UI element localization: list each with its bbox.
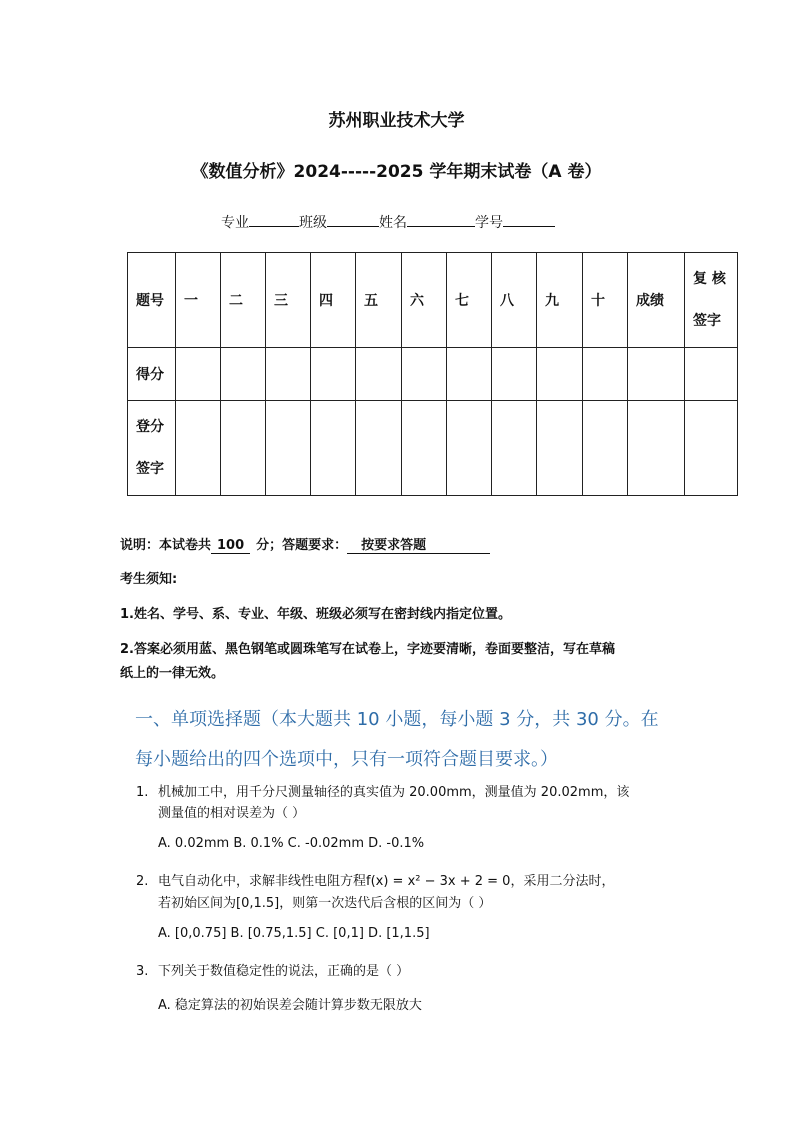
review-line1: 复 核 <box>693 271 726 287</box>
score-cell[interactable] <box>583 348 628 401</box>
signature-cell[interactable] <box>447 401 492 496</box>
column-8: 八 <box>492 253 537 348</box>
notice-title: 考生须知: <box>120 572 178 587</box>
student-info-line <box>221 212 555 232</box>
section-heading-line2: 每小题给出的四个选项中，只有一项符合题目要求。） <box>135 749 558 770</box>
score-cell[interactable] <box>266 348 311 401</box>
column-review-signature <box>685 253 738 348</box>
signature-cell[interactable] <box>176 401 221 496</box>
question-2 <box>136 870 614 889</box>
id-label: 学号 <box>475 215 503 231</box>
score-cell[interactable] <box>402 348 447 401</box>
question-2-line2: 若初始区间为[0,1.5]，则第一次迭代后含根的区间为（ ） <box>158 896 492 911</box>
signature-cell[interactable] <box>583 401 628 496</box>
exam-description <box>120 534 490 554</box>
signature-cell[interactable] <box>628 401 685 496</box>
rule-1: 1.姓名、学号、系、专业、年级、班级必须写在密封线内指定位置。 <box>120 607 511 622</box>
id-field[interactable] <box>503 212 555 227</box>
signature-cell[interactable] <box>685 401 738 496</box>
row-header-question-number: 题号 <box>128 253 176 348</box>
rule-2-line1: 2.答案必须用蓝、黑色钢笔或圆珠笔写在试卷上，字迹要清晰，卷面要整洁，写在草稿 <box>120 642 615 657</box>
question-text: 机械加工中，用千分尺测量轴径的真实值为 20.00mm，测量值为 20.02mm，该 <box>158 785 630 800</box>
question-3-options: A. 稳定算法的初始误差会随计算步数无限放大 <box>158 998 422 1013</box>
question-number: 1. <box>136 785 149 800</box>
signature-cell[interactable] <box>311 401 356 496</box>
column-10: 十 <box>583 253 628 348</box>
column-9: 九 <box>537 253 583 348</box>
university-name: 苏州职业技术大学 <box>328 111 465 131</box>
question-1-line2: 测量值的相对误差为（ ） <box>158 806 306 821</box>
column-7: 七 <box>447 253 492 348</box>
signature-cell[interactable] <box>221 401 266 496</box>
score-row <box>128 348 738 401</box>
score-cell[interactable] <box>628 348 685 401</box>
score-cell[interactable] <box>685 348 738 401</box>
column-3: 三 <box>266 253 311 348</box>
name-label: 姓名 <box>379 215 407 231</box>
column-1: 一 <box>176 253 221 348</box>
column-2: 二 <box>221 253 266 348</box>
score-cell[interactable] <box>492 348 537 401</box>
column-4: 四 <box>311 253 356 348</box>
column-6: 六 <box>402 253 447 348</box>
question-number-row <box>128 253 738 348</box>
signature-cell[interactable] <box>266 401 311 496</box>
signature-row <box>128 401 738 496</box>
question-number: 3. <box>136 964 149 979</box>
section-heading-line1: 一、单项选择题（本大题共 10 小题，每小题 3 分，共 30 分。在 <box>135 709 659 730</box>
score-cell[interactable] <box>311 348 356 401</box>
class-field[interactable] <box>327 212 379 227</box>
score-cell[interactable] <box>356 348 402 401</box>
class-label: 班级 <box>299 215 327 231</box>
exam-title: 《数值分析》2024-----2025 学年期末试卷（A 卷） <box>191 162 602 182</box>
score-cell[interactable] <box>176 348 221 401</box>
major-field[interactable] <box>249 212 299 227</box>
column-5: 五 <box>356 253 402 348</box>
signature-line2: 签字 <box>136 461 164 477</box>
question-1-options: A. 0.02mm B. 0.1% C. -0.02mm D. -0.1% <box>158 836 425 851</box>
review-line2: 签字 <box>693 313 721 329</box>
signature-cell[interactable] <box>356 401 402 496</box>
question-1 <box>136 781 629 800</box>
name-field[interactable] <box>407 212 475 227</box>
score-cell[interactable] <box>221 348 266 401</box>
score-table <box>127 252 738 496</box>
desc-prefix: 说明：本试卷共 <box>120 538 212 553</box>
column-total-score: 成绩 <box>628 253 685 348</box>
score-cell[interactable] <box>447 348 492 401</box>
rule-2-line2: 纸上的一律无效。 <box>120 666 225 681</box>
question-2-options: A. [0,0.75] B. [0.75,1.5] C. [0,1] D. [1,1.5] <box>158 926 430 941</box>
signature-cell[interactable] <box>402 401 447 496</box>
total-score: 100 <box>211 538 250 554</box>
signature-cell[interactable] <box>492 401 537 496</box>
score-cell[interactable] <box>537 348 583 401</box>
question-text: 下列关于数值稳定性的说法，正确的是（ ） <box>158 964 410 979</box>
major-label: 专业 <box>221 215 249 231</box>
row-header-signature <box>128 401 176 496</box>
desc-mid: 分；答题要求： <box>256 538 348 553</box>
question-text: 电气自动化中，求解非线性电阻方程f(x) = x² − 3x + 2 = 0，采用二分法时， <box>158 874 615 889</box>
answer-requirement: 按要求答题 <box>347 534 490 554</box>
question-3 <box>136 960 409 979</box>
row-header-score: 得分 <box>128 348 176 401</box>
signature-cell[interactable] <box>537 401 583 496</box>
question-number: 2. <box>136 874 149 889</box>
signature-line1: 登分 <box>136 419 164 435</box>
